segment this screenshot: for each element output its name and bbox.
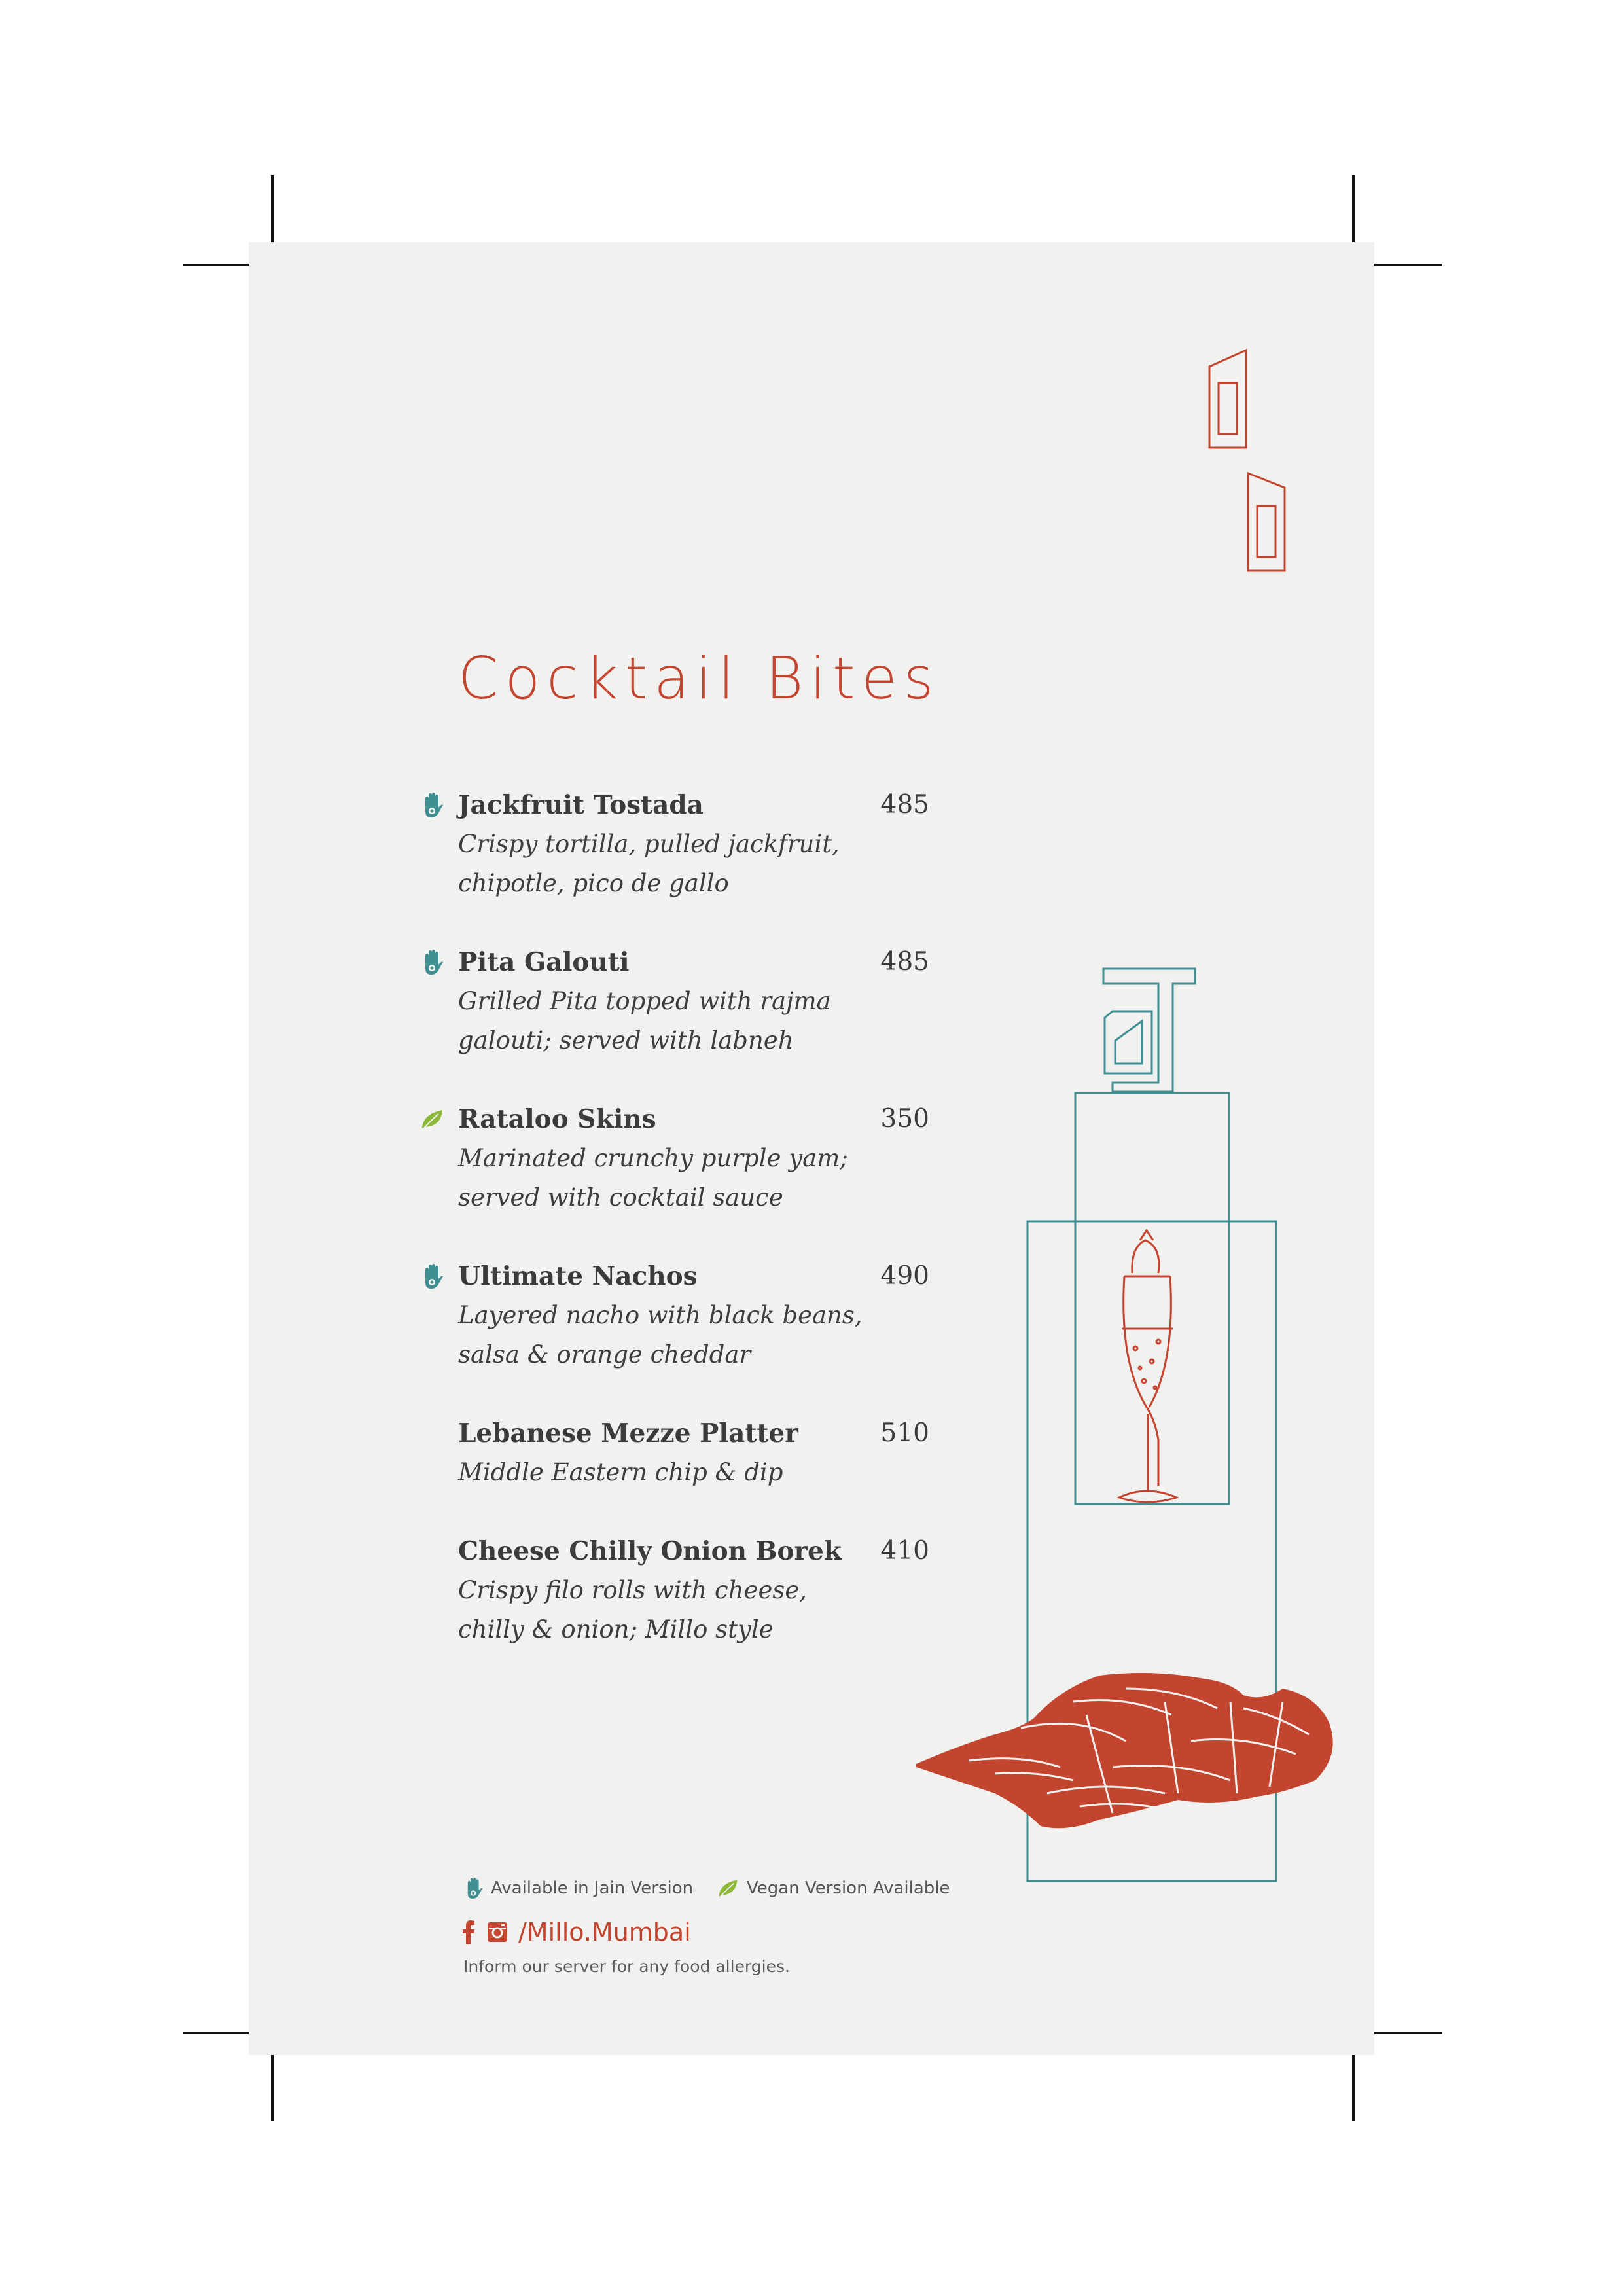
item-price: 485 — [880, 947, 929, 977]
item-name: Jackfruit Tostada — [458, 790, 704, 820]
menu-item — [458, 1100, 929, 1217]
item-description: salsa & orange cheddar — [458, 1340, 751, 1369]
item-description: Middle Eastern chip & dip — [458, 1458, 783, 1486]
jain-hand-icon — [420, 1263, 445, 1289]
item-description: Layered nacho with black beans, — [458, 1301, 863, 1329]
item-name: Ultimate Nachos — [458, 1261, 698, 1291]
item-description: Grilled Pita topped with rajma — [458, 987, 831, 1015]
legend-vegan-label: Vegan Version Available — [747, 1878, 950, 1898]
item-name: Rataloo Skins — [458, 1104, 656, 1134]
allergy-note: Inform our server for any food allergies. — [463, 1957, 790, 1976]
item-description: chilly & onion; Millo style — [458, 1615, 774, 1643]
item-description: Crispy filo rolls with cheese, — [458, 1576, 808, 1604]
item-price: 490 — [880, 1261, 929, 1291]
nacho-chips-illustration — [916, 1673, 1333, 1828]
legend-jain-label: Available in Jain Version — [491, 1878, 694, 1898]
item-description: galouti; served with labneh — [458, 1026, 794, 1054]
item-description: served with cocktail sauce — [458, 1183, 783, 1211]
instagram-icon[interactable] — [487, 1922, 508, 1943]
menu-item — [458, 942, 929, 1060]
item-name: Lebanese Mezze Platter — [458, 1418, 798, 1448]
item-name: Cheese Chilly Onion Borek — [458, 1536, 842, 1566]
menu-item — [458, 1532, 929, 1649]
vegan-leaf-icon — [420, 1106, 445, 1132]
letterform-glyph-top — [1209, 350, 1285, 571]
jain-hand-icon — [420, 792, 445, 818]
menu-section-title: Cocktail Bites — [458, 645, 940, 712]
item-name: Pita Galouti — [458, 947, 630, 977]
item-price: 350 — [880, 1104, 929, 1134]
facebook-icon[interactable] — [462, 1920, 475, 1944]
menu-item — [458, 785, 929, 903]
item-description: chipotle, pico de gallo — [458, 869, 729, 897]
champagne-glass-illustration — [1119, 1230, 1177, 1502]
jain-hand-icon — [420, 949, 445, 975]
jain-hand-icon — [463, 1876, 484, 1900]
social-handle-text[interactable]: /Millo.Mumbai — [518, 1918, 691, 1946]
menu-item — [458, 1414, 929, 1492]
item-price: 485 — [880, 790, 929, 819]
item-description: Crispy tortilla, pulled jackfruit, — [458, 830, 840, 858]
item-price: 410 — [880, 1536, 929, 1566]
legend-vegan — [717, 1872, 950, 1905]
legend-jain — [463, 1872, 693, 1905]
vegan-leaf-icon — [717, 1876, 740, 1900]
item-price: 510 — [880, 1418, 929, 1448]
menu-item — [458, 1257, 929, 1374]
item-description: Marinated crunchy purple yam; — [458, 1144, 848, 1172]
social-handle[interactable] — [462, 1918, 691, 1946]
